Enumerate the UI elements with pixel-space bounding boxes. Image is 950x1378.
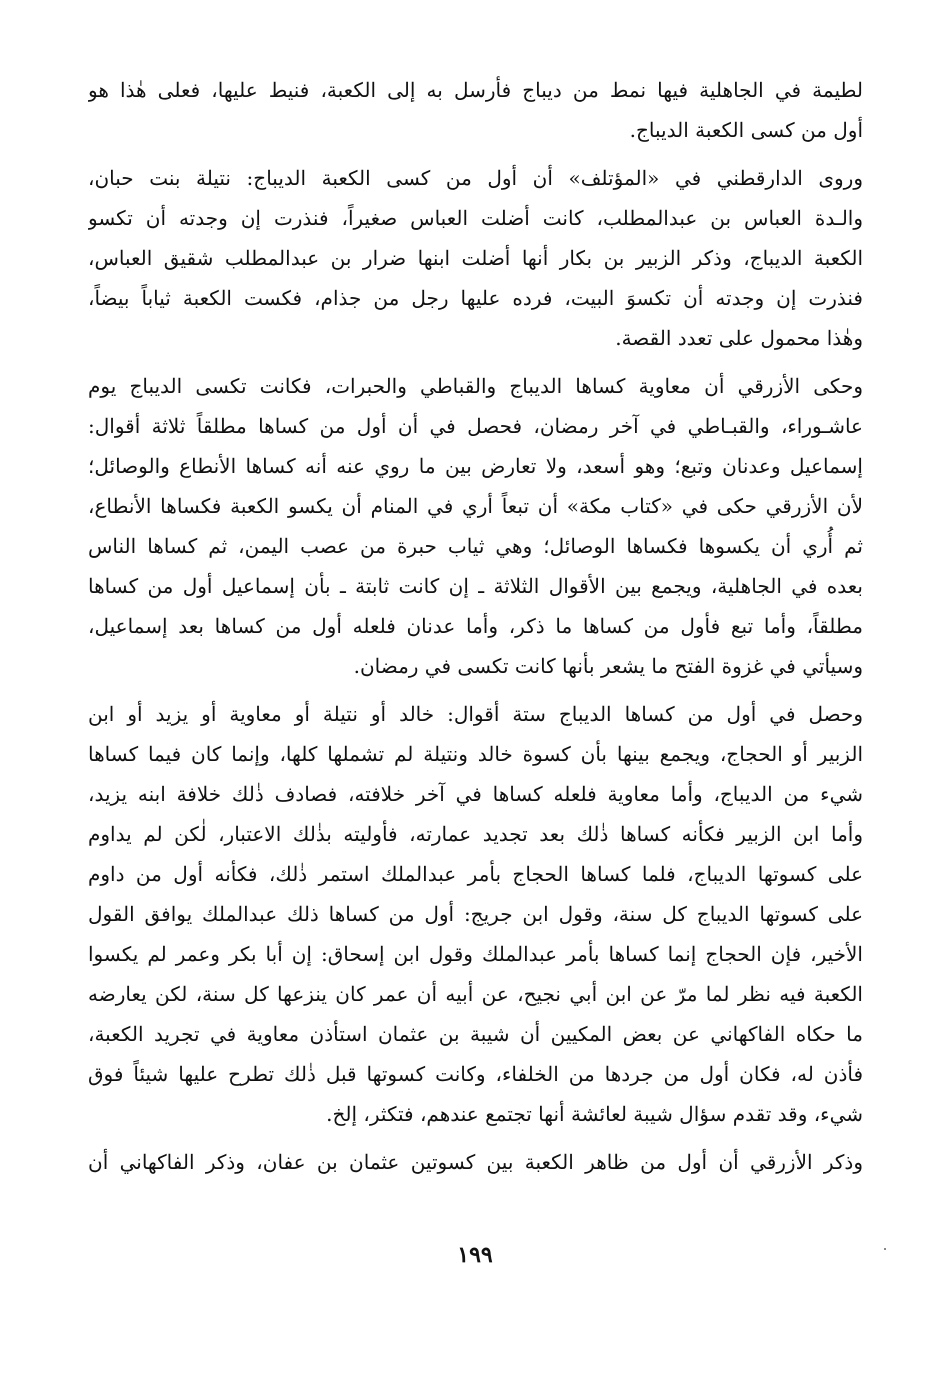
text-line: أول من كسى الكعبة الديباج.: [629, 118, 863, 142]
text-line: وسيأتي في غزوة الفتح ما يشعر بأنها كانت تكسى في رمضان.: [353, 654, 863, 678]
text-line: بعده في الجاهلية، ويجمع بين الأقوال الثلاثة ـ إن كانت ثابتة ـ بأن إسماعيل أول من كساها: [88, 574, 863, 598]
paragraph: [88, 366, 863, 686]
text-line: وأما ابن الزبير فكأنه كساها ذٰلك بعد تجديد عمارته، فأوليته بذٰلك الاعتبار، لٰكن لم يداوم: [88, 822, 863, 846]
text-line: ما حكاه الفاكهاني عن بعض المكيين أن شيبة بن عثمان استأذن معاوية في تجريد الكعبة،: [88, 1022, 863, 1046]
text-line: الكعبة فيه نظر لما مرّ عن ابن أبي نجيح، عن أبيه أن عمر كان ينزعها كل سنة، لكن يعارضه: [88, 982, 863, 1006]
text-line: لطيمة في الجاهلية فيها نمط من ديباج فأرسل به إلى الكعبة، فنيط عليها، فعلى هٰذا هو: [88, 78, 863, 102]
text-line: ثم أُري أن يكسوها فكساها الوصائل؛ وهي ثياب حبرة من عصب اليمن، ثم كساها الناس: [88, 534, 863, 558]
text-line: على كسوتها الديباج، فلما كساها الحجاج بأمر عبدالملك استمر ذٰلك، فكأنه أول من داوم: [88, 862, 863, 886]
text-line: فأذن له، فكان أول من جردها من الخلفاء، وكانت كسوتها قبل ذٰلك تطرح عليها شيئاً فوق: [88, 1062, 863, 1086]
text-line: وهٰذا محمول على تعدد القصة.: [615, 326, 863, 350]
text-line: شيء من الديباج، وأما معاوية فلعله كساها في آخر خلافته، فصادف ذٰلك خلافة ابنه يزيد،: [88, 782, 863, 806]
text-line: فنذرت إن وجدته أن تكسوَ البيت، فرده عليها رجل من جذام، فكست الكعبة ثياباً بيضاً،: [88, 286, 863, 310]
text-line: مطلقاً، وأما تبع فأول من كساها ما ذكر، وأما عدنان فلعله أول من كساها بعد إسماعيل،: [88, 614, 863, 638]
text-line: والـدة العباس بن عبدالمطلب، كانت أضلت العباس صغيراً، فنذرت إن وجدته أن تكسو: [88, 206, 863, 230]
body-text: [88, 70, 863, 1190]
text-line: إسماعيل وعدنان وتبع؛ وهو أسعد، ولا تعارض بين ما روي عنه أنه كساها الأنطاع والوصائل؛: [88, 454, 863, 478]
text-line: على كسوتها الديباج كل سنة، وقول ابن جريج: أول من كساها ذلك عبدالملك يوافق القول: [88, 902, 863, 926]
paragraph: [88, 70, 863, 150]
text-line: وروى الدارقطني في «المؤتلف» أن أول من كسى الكعبة الديباج: نتيلة بنت حبان،: [88, 166, 863, 190]
text-line: وذكر الأزرقي أن أول من ظاهر الكعبة بين كسوتين عثمان بن عفان، وذكر الفاكهاني أن: [88, 1150, 863, 1174]
text-line: الكعبة الديباج، وذكر الزبير بن بكار أنها أضلت ابنها ضرار بن عبدالمطلب شقيق العباس،: [88, 246, 863, 270]
paragraph: [88, 158, 863, 358]
text-line: وحكى الأزرقي أن معاوية كساها الديباج والقباطي والحبرات، فكانت تكسى الديباج يوم: [88, 374, 863, 398]
text-line: الأخير، فإن الحجاج إنما كساها بأمر عبدالملك وقول ابن إسحاق: إن أبا بكر وعمر لم يكسوا: [88, 942, 863, 966]
text-line: الزبير أو الحجاج، ويجمع بينها بأن كسوة خالد ونتيلة لم تشملها كلها، وإنما كان فيما كساها: [88, 742, 863, 766]
margin-speck: [884, 1248, 886, 1250]
text-line: وحصل في أول من كساها الديباج ستة أقوال: خالد أو نتيلة أو معاوية أو يزيد أو ابن: [88, 702, 863, 726]
paragraph: [88, 1142, 863, 1182]
paragraph: [88, 694, 863, 1134]
page-number: ١٩٩: [457, 1242, 493, 1268]
text-line: لأن الأزرقي حكى في «كتاب مكة» أن تبعاً أري في المنام أن يكسو الكعبة فكساها الأنطاع،: [88, 494, 863, 518]
text-line: عاشـوراء، والقبـاطي في آخر رمضان، فحصل في أن أول من كساها مطلقاً ثلاثة أقوال:: [88, 414, 863, 438]
text-line: شيء، وقد تقدم سؤال شيبة لعائشة أنها تجتمع عندهم، فتكثر، إلخ.: [326, 1102, 863, 1126]
